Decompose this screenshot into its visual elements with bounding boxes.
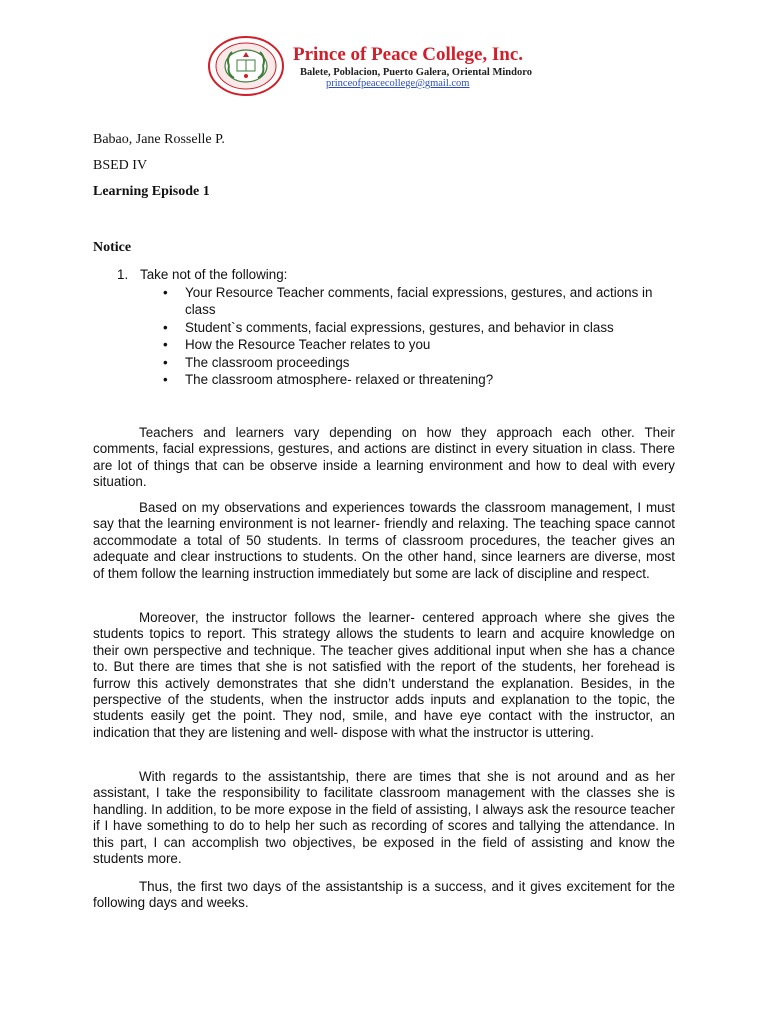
list-item: • Your Resource Teacher comments, facial expressions, gestures, and actions in class [163,284,683,319]
college-email-link[interactable]: princeofpeacecollege@gmail.com [326,78,470,89]
course-label: BSED IV [93,158,148,173]
list-item: • The classroom atmosphere- relaxed or threatening? [163,371,683,389]
paragraph-assistantship: With regards to the assistantship, there are times that she is not around and as her assistant, I take the responsibility to facilitate classroom management with the classes she is handling. In addition, to be more expose in the field of assisting, I always ask the resource teacher if I have something to do to help her such as recording of scores and tallying the attendance. In this part, I can accomplish two objectives, be exposed in the field of assisting and know the students more. [93,769,675,867]
list-item: • How the Resource Teacher relates to you [163,336,683,354]
student-name: Babao, Jane Rosselle P. [93,132,225,147]
list-lead: Take not of the following: [140,267,288,282]
paragraph-intro: Teachers and learners vary depending on how they approach each other. Their comments, facial expressions, gestures, and actions are distinct in every situation in class. There are lot of things that can be observe inside a learning environment and how to deal with every situation. [93,425,675,490]
list-number: 1. [117,267,129,282]
college-name: Prince of Peace College, Inc. [293,44,524,65]
paragraph-conclusion: Thus, the first two days of the assistantship is a success, and it gives excitement for the following days and weeks. [93,879,675,911]
paragraph-observations: Based on my observations and experiences towards the classroom management, I must say that the learning environment is not learner- friendly and relaxing. The teaching space cannot accommodate a total of 50 students. In terms of classroom procedures, the teacher gives an adequate and clear instructions to students. On the other hand, since learners are diverse, most of them follow the learning instruction immediately but some are lack of discipline and respect. [93,500,675,581]
notice-heading: Notice [93,240,132,255]
college-seal-icon [207,36,285,96]
letterhead [0,0,768,110]
list-item: • The classroom proceedings [163,354,683,372]
bullet-list [163,284,683,389]
episode-title: Learning Episode 1 [93,184,210,199]
paragraph-approach: Moreover, the instructor follows the learner- centered approach where she gives the students topics to report. This strategy allows the students to learn and acquire knowledge on their own perspective and technique. The teacher gives additional input when she has a chance to. But there are times that she is not satisfied with the report of the students, her forehead is furrow this actively demonstrates that she didn’t understand the explanation. Besides, in the perspective of the students, when the instructor adds inputs and explanation to the topic, the students easily get the point. They nod, smile, and have eye contact with the instructor, an indication that they are listening and well- dispose with what the instructor is uttering. [93,610,675,740]
college-address: Balete, Poblacion, Puerto Galera, Oriental Mindoro [300,67,532,78]
list-item: • Student`s comments, facial expressions, gestures, and behavior in class [163,319,683,337]
